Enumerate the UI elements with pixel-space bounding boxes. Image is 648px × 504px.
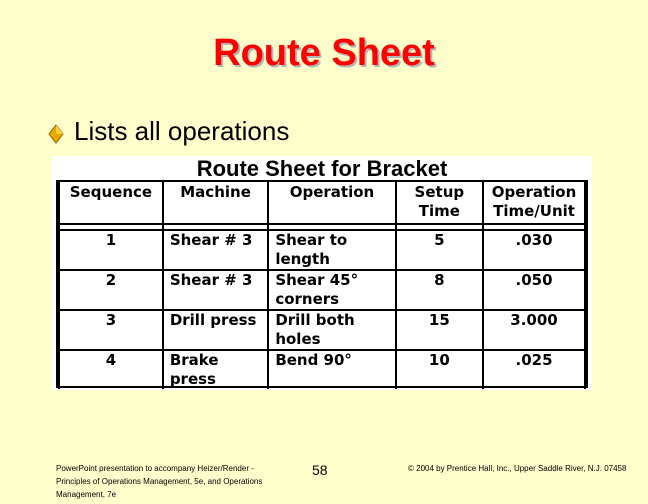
- header-operation: Operation: [268, 182, 395, 224]
- table-row: [59, 230, 585, 270]
- cell-sequence: 4: [59, 350, 163, 389]
- route-sheet-table: [56, 180, 588, 388]
- cell-sequence: 1: [59, 230, 163, 270]
- diamond-bullet-icon: [48, 123, 64, 145]
- table-row: [59, 350, 585, 389]
- bullet-text: Lists all operations: [74, 116, 290, 146]
- cell-setup-time: 10: [396, 350, 483, 389]
- cell-operation: Shear to length: [268, 230, 395, 270]
- table-title: Route Sheet for Bracket: [196, 156, 448, 181]
- footer-credit: PowerPoint presentation to accompany Heizer/Render - Principles of Operations Management, 5e, and Operations Management, 7e: [56, 464, 263, 499]
- bullet-item: [48, 116, 289, 147]
- cell-operation-time: 3.000: [483, 310, 585, 350]
- header-setup-time: Setup Time: [396, 182, 483, 224]
- cell-operation: Drill both holes: [268, 310, 395, 350]
- table-row: [59, 270, 585, 310]
- cell-machine: Shear # 3: [163, 230, 269, 270]
- cell-machine: Shear # 3: [163, 270, 269, 310]
- cell-sequence: 2: [59, 270, 163, 310]
- cell-operation-time: .030: [483, 230, 585, 270]
- page-number: 58: [312, 462, 328, 478]
- route-sheet-figure: [52, 156, 592, 390]
- table-header-row: [59, 182, 585, 224]
- cell-operation-time: .050: [483, 270, 585, 310]
- header-sequence: Sequence: [59, 182, 163, 224]
- cell-operation-time: .025: [483, 350, 585, 389]
- table-row: [59, 310, 585, 350]
- cell-setup-time: 8: [396, 270, 483, 310]
- cell-operation: Shear 45° corners: [268, 270, 395, 310]
- footer-copyright: © 2004 by Prentice Hall, Inc., Upper Saddle River, N.J. 07458: [408, 464, 627, 473]
- cell-machine: Brake press: [163, 350, 269, 389]
- cell-machine: Drill press: [163, 310, 269, 350]
- slide-title: Route Sheet: [213, 32, 435, 74]
- cell-setup-time: 5: [396, 230, 483, 270]
- cell-operation: Bend 90°: [268, 350, 395, 389]
- header-machine: Machine: [163, 182, 269, 224]
- cell-setup-time: 15: [396, 310, 483, 350]
- header-operation-time: Operation Time/Unit: [483, 182, 585, 224]
- cell-sequence: 3: [59, 310, 163, 350]
